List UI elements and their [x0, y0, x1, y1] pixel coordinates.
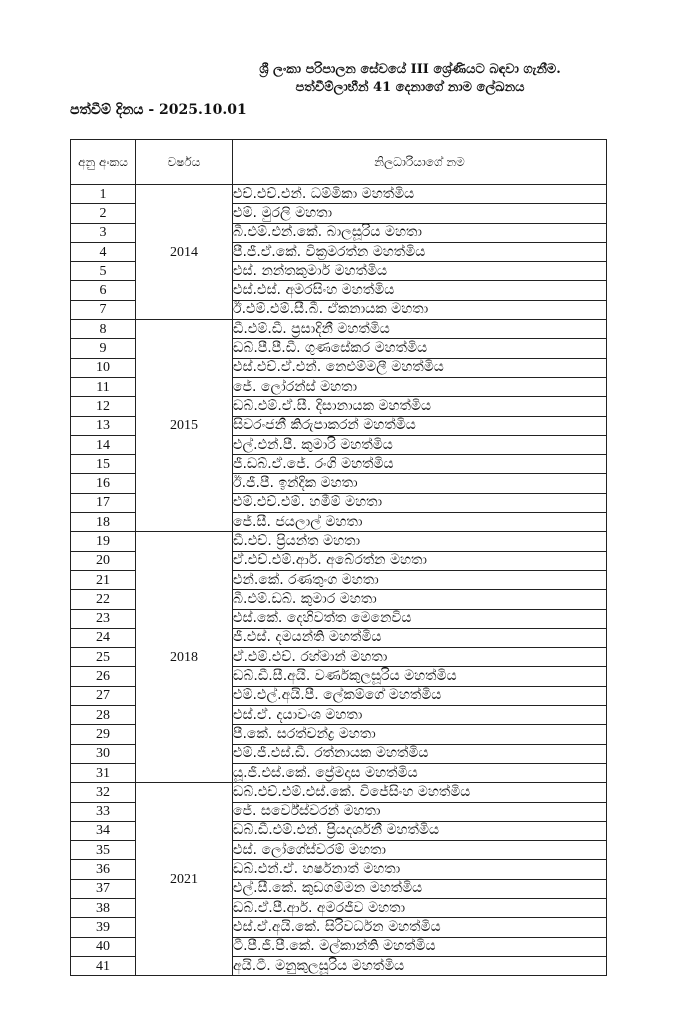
year-cell: 2015 [136, 320, 233, 532]
officer-name-cell: ටී.පී.ජී.පී.කේ. මල්කාන්ති මහත්මිය [233, 937, 607, 956]
officer-name-cell: එස්.එච්.ඒ.එන්. නෙළුම්මලී මහත්මිය [233, 358, 607, 377]
officer-name-cell: එම්. මුරලි මහතා [233, 204, 607, 223]
officer-name-cell: ඊ.ජී.පී. ඉන්දික මහතා [233, 474, 607, 493]
serial-number-cell: 17 [71, 493, 136, 512]
serial-number-cell: 32 [71, 783, 136, 802]
serial-number-cell: 26 [71, 667, 136, 686]
year-cell: 2018 [136, 532, 233, 783]
serial-number-cell: 34 [71, 821, 136, 840]
officer-name-cell: එම්.ජී.එස්.ඩී. රත්නායක මහත්මිය [233, 744, 607, 763]
serial-number-cell: 22 [71, 590, 136, 609]
officer-name-cell: සිවරංජනී කිරුපාකරන් මහත්මිය [233, 416, 607, 435]
serial-number-cell: 20 [71, 551, 136, 570]
officer-name-cell: පී.කේ. සරත්චන්ද්‍ර මහතා [233, 725, 607, 744]
serial-number-cell: 7 [71, 300, 136, 319]
serial-number-cell: 9 [71, 339, 136, 358]
table-row [71, 320, 607, 339]
serial-number-cell: 8 [71, 320, 136, 339]
officer-name-cell: ඒ.එච්.එම්.ආර්. අබේරත්න මහතා [233, 551, 607, 570]
officer-name-cell: ඩබ්.එම්.ඒ.සී. දිසානායක මහත්මිය [233, 397, 607, 416]
serial-number-cell: 41 [71, 956, 136, 975]
officer-name-cell: එස්.ඒ.අයි.කේ. සිරිවර්ධන මහත්මිය [233, 918, 607, 937]
officer-name-cell: ඒ.එම්.එච්. රහ්මාන් මහතා [233, 648, 607, 667]
officer-name-cell: ඊ.එම්.එම්.සී.බී. ඒකනායක මහතා [233, 300, 607, 319]
serial-number-cell: 37 [71, 879, 136, 898]
officer-name-cell: ඩී.එම්.ඩී. ප්‍රසාදිනී මහත්මිය [233, 320, 607, 339]
serial-number-cell: 13 [71, 416, 136, 435]
table-row [71, 185, 607, 204]
serial-number-cell: 15 [71, 455, 136, 474]
serial-number-cell: 11 [71, 377, 136, 396]
officer-name-cell: ඩී.එච්. ප්‍රියන්ත මහතා [233, 532, 607, 551]
officer-name-cell: එස්. ලෝගේස්වරම් මහතා [233, 841, 607, 860]
officer-name-cell: එස්. නන්තකුමාර් මහත්මිය [233, 262, 607, 281]
appointment-date: පත්වීම් දිනය - 2025.10.01 [70, 102, 247, 118]
serial-number-cell: 23 [71, 609, 136, 628]
serial-number-cell: 24 [71, 628, 136, 647]
officer-name-cell: ඩබ්.එන්.ඒ. හර්ෂනාත් මහතා [233, 860, 607, 879]
serial-number-cell: 36 [71, 860, 136, 879]
officer-name-cell: ජේ. ලෝරන්ස් මහතා [233, 377, 607, 396]
officer-name-cell: ජී.එස්. දමයන්ති මහත්මිය [233, 628, 607, 647]
serial-number-cell: 19 [71, 532, 136, 551]
officer-name-cell: ජී.ඩබ්.ඒ.ජේ. රංගි මහත්මිය [233, 455, 607, 474]
serial-number-cell: 6 [71, 281, 136, 300]
officer-name-cell: බී.එම්.ඩබ්. කුමාර මහතා [233, 590, 607, 609]
serial-number-cell: 38 [71, 898, 136, 917]
serial-number-cell: 3 [71, 223, 136, 242]
header-officer-name: නිලධාරියාගේ නම [233, 140, 607, 185]
officer-name-cell: බී.එම්.එන්.කේ. බාලසූරිය මහතා [233, 223, 607, 242]
officer-name-cell: එම්.එල්.අයි.පී. ලේකම්ගේ මහත්මිය [233, 686, 607, 705]
serial-number-cell: 5 [71, 262, 136, 281]
officer-name-cell: එච්.එච්.එන්. ධම්මිකා මහත්මිය [233, 185, 607, 204]
officer-name-cell: එම්.එච්.එම්. හමීම් මහතා [233, 493, 607, 512]
officer-name-cell: පී.ජී.ඒ.කේ. වික්‍රමරත්න මහත්මිය [233, 242, 607, 261]
officer-name-cell: එස්.ඒ. දයාවංශ මහතා [233, 706, 607, 725]
header-serial-number: අනු අංකය [71, 140, 136, 185]
serial-number-cell: 10 [71, 358, 136, 377]
document-title-line2: පත්වීම්ලාභීන් 41 දෙනාගේ නාම ලේඛනය [295, 80, 525, 95]
document-title-line1: ශ්‍රී ලංකා පරිපාලන සේවයේ III ශ්‍රේණියට බඳවා ගැනීම. [259, 62, 561, 77]
officer-name-cell: ඩබ්.ඒ.පී.ආර්. අමරජීව මහතා [233, 898, 607, 917]
officer-name-cell: අයි.ටී. මනුකුලසූරිය මහත්මිය [233, 956, 607, 975]
serial-number-cell: 35 [71, 841, 136, 860]
header-year: වර්ෂය [136, 140, 233, 185]
serial-number-cell: 2 [71, 204, 136, 223]
table-header-row [71, 140, 607, 185]
serial-number-cell: 1 [71, 185, 136, 204]
serial-number-cell: 27 [71, 686, 136, 705]
officer-name-cell: ඩබ්.ඩී.සී.අයි. වර්ණකුලසූරිය මහත්මිය [233, 667, 607, 686]
officer-name-cell: යූ.ජී.එස්.කේ. ප්‍රේමදාස මහත්මිය [233, 763, 607, 782]
officer-name-cell: එල්.සී.කේ. කුඩගම්මන මහත්මිය [233, 879, 607, 898]
serial-number-cell: 21 [71, 570, 136, 589]
serial-number-cell: 18 [71, 513, 136, 532]
serial-number-cell: 28 [71, 706, 136, 725]
officer-name-cell: ඩබ්.ඩී.එම්.එන්. ප්‍රියදර්ශනී මහත්මිය [233, 821, 607, 840]
serial-number-cell: 14 [71, 435, 136, 454]
table-body [71, 185, 607, 976]
officer-name-cell: ඩබ්.එච්.එම්.එස්.කේ. විජේසිංහ මහත්මිය [233, 783, 607, 802]
appointees-table [70, 139, 607, 976]
serial-number-cell: 16 [71, 474, 136, 493]
serial-number-cell: 25 [71, 648, 136, 667]
officer-name-cell: ජේ. සර්වේස්වරන් මහතා [233, 802, 607, 821]
table-row [71, 532, 607, 551]
serial-number-cell: 30 [71, 744, 136, 763]
officer-name-cell: එස්.එස්. අමරසිංහ මහත්මිය [233, 281, 607, 300]
serial-number-cell: 31 [71, 763, 136, 782]
serial-number-cell: 12 [71, 397, 136, 416]
serial-number-cell: 33 [71, 802, 136, 821]
serial-number-cell: 29 [71, 725, 136, 744]
year-cell: 2021 [136, 783, 233, 976]
serial-number-cell: 40 [71, 937, 136, 956]
officer-name-cell: ජේ.සී. ජයලාල් මහතා [233, 513, 607, 532]
officer-name-cell: එල්.එන්.පී. කුමාරි මහත්මිය [233, 435, 607, 454]
officer-name-cell: එන්.කේ. රණතුංග මහතා [233, 570, 607, 589]
serial-number-cell: 39 [71, 918, 136, 937]
officer-name-cell: එස්.කේ. දෙහිවත්ත මෙනෙවිය [233, 609, 607, 628]
year-cell: 2014 [136, 185, 233, 320]
officer-name-cell: ඩබ්.පී.පී.ඩී. ගුණසේකර මහත්මිය [233, 339, 607, 358]
serial-number-cell: 4 [71, 242, 136, 261]
table-row [71, 783, 607, 802]
